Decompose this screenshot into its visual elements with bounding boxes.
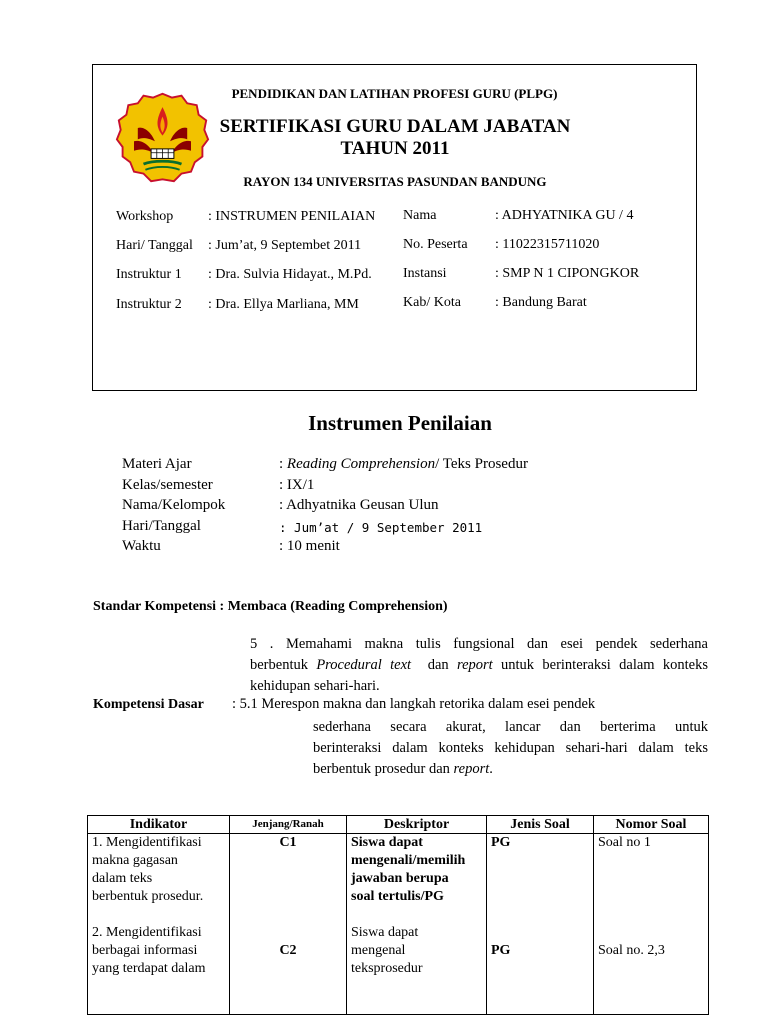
standard-line-2-italic-1: Procedural text [316,657,412,673]
header-indikator: Indikator [88,816,230,834]
institution-label: Instansi [403,266,447,281]
deskriptor-2-line: teksprosedur [351,961,423,976]
district-value: : Bandung Barat [495,295,587,310]
rayon-title: RAYON 134 UNIVERSITAS PASUNDAN BANDUNG [243,174,547,189]
document-title: Instrumen Penilaian [308,411,492,435]
standard-competence-heading: Standar Kompetensi : Membaca (Reading Comprehension) [93,599,448,614]
subject-label: Materi Ajar [122,456,192,472]
subject-value [279,456,528,473]
certification-title-line1: SERTIFIKASI GURU DALAM JABATAN [219,116,571,137]
standard-line-2-pre: berbentuk [250,657,317,673]
header-nomor-soal: Nomor Soal [594,816,709,834]
deskriptor-2-line: mengenal [351,943,406,958]
basic-competence-line-4-pre: berbentuk prosedur dan [313,761,454,777]
indikator-1-line: dalam teks [92,871,153,886]
basic-competence-line-1: : 5.1 Merespon makna dan langkah retorika dalam esei pendek [232,696,596,712]
workshop-value: : INSTRUMEN PENILAIAN [208,209,376,224]
district-label: Kab/ Kota [403,295,461,310]
subject-rest: / Teks Prosedur [435,456,528,472]
day-date-label: Hari/Tanggal [122,518,201,534]
standard-line-2-post: untuk berinteraksi dalam konteks [492,657,709,673]
jenjang-2: C2 [279,943,297,958]
workshop-label: Workshop [116,209,174,224]
deskriptor-1-line: Siswa dapat [351,835,423,850]
basic-competence-line-4 [313,759,708,780]
participant-number-value: : 11022315711020 [495,237,600,252]
institution-value: : SMP N 1 CIPONGKOR [495,266,640,281]
jenis-soal-2: PG [491,943,511,958]
jenjang-cell [230,834,347,1015]
participant-number-label: No. Peserta [403,237,468,252]
certification-title [185,116,605,160]
indikator-2-line: yang terdapat dalam [92,961,206,976]
indicator-table [87,815,709,1015]
indikator-1-line: makna gagasan [92,853,178,868]
subject-italic: Reading Comprehension [286,456,436,472]
indikator-1-line: berbentuk prosedur. [92,889,204,904]
jenjang-1: C1 [279,835,297,850]
deskriptor-2-line: Siswa dapat [351,925,419,940]
standard-line-2 [250,655,708,676]
day-date-value: : Jum’at / 9 September 2011 [279,520,483,535]
table-row [88,834,709,1015]
group-value: : Adhyatnika Geusan Ulun [279,497,439,513]
nomor-soal-1: Soal no 1 [598,835,651,850]
standard-line-2-mid: dan [411,657,457,673]
basic-competence-line-3: berinteraksi dalam konteks kehidupan sehari-hari dalam teks [313,740,708,756]
standard-line-3: kehidupan sehari-hari. [250,678,380,694]
basic-competence-line-4-italic: report [453,761,490,777]
date-value: : Jum’at, 9 Septembet 2011 [208,238,362,253]
nomor-soal-2: Soal no. 2,3 [598,943,665,958]
header-deskriptor: Deskriptor [347,816,487,834]
deskriptor-1-line: jawaban berupa [351,871,449,886]
header-jenis-soal: Jenis Soal [487,816,594,834]
standard-line-1: 5 . Memahami makna tulis fungsional dan esei pendek sederhana [250,636,708,652]
deskriptor-cell [347,834,487,1015]
instructor2-value: : Dra. Ellya Marliana, MM [208,297,359,312]
time-value: : 10 menit [279,538,340,554]
class-value: : IX/1 [279,477,315,493]
certification-title-line2: TAHUN 2011 [340,138,450,159]
header-jenjang: Jenjang/Ranah [230,816,347,834]
jenis-soal-cell [487,834,594,1015]
basic-competence-line-2: sederhana secara akurat, lancar dan berterima untuk [313,719,708,735]
indikator-2-line: berbagai informasi [92,943,198,958]
class-label: Kelas/semester [122,477,213,493]
group-label: Nama/Kelompok [122,497,226,513]
indikator-1-line: 1. Mengidentifikasi [92,835,202,850]
basic-competence-heading: Kompetensi Dasar [93,697,204,712]
standard-line-2-italic-2: report [456,657,493,673]
indikator-2-line: 2. Mengidentifikasi [92,925,202,940]
name-label: Nama [403,208,437,223]
name-value: : ADHYATNIKA GU / 4 [495,208,634,223]
date-label: Hari/ Tanggal [116,238,193,253]
table-header-row [88,816,709,834]
instructor1-value: : Dra. Sulvia Hidayat., M.Pd. [208,267,372,282]
deskriptor-1-line: mengenali/memilih [351,853,466,868]
jenis-soal-1: PG [491,835,511,850]
nomor-soal-cell [594,834,709,1015]
basic-competence-line-4-post: . [489,761,493,777]
organization-title: PENDIDIKAN DAN LATIHAN PROFESI GURU (PLPG) [231,86,558,101]
time-label: Waktu [122,538,161,554]
deskriptor-1-line: soal tertulis/PG [351,889,444,904]
indikator-cell [88,834,230,1015]
instructor2-label: Instruktur 2 [116,297,182,312]
instructor1-label: Instruktur 1 [116,267,182,282]
subject-colon: : [279,456,287,472]
